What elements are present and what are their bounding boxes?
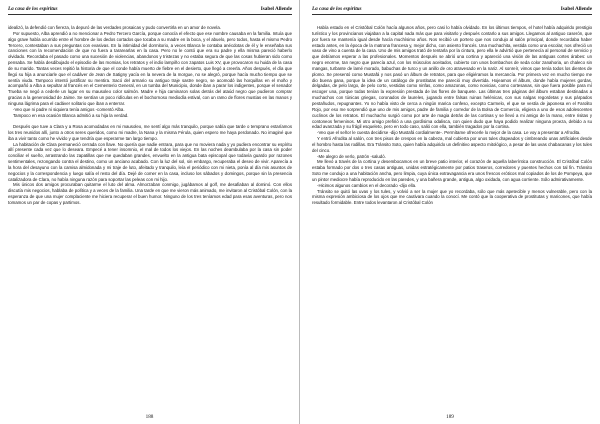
running-header xyxy=(312,6,592,15)
page-number: 189 xyxy=(446,414,454,420)
paragraph: Había estado en el Cristóbal Colón hacía algunos años, pero casi lo había olvidado. En los últimos tiempos, el hotel había adquirido prestigio turístico y los provincianos viajaban a la capital nada más que para visitarlo y después contarlo a sus amigos. Llegamos al antiguo caserón, que por fuera se mantenía igual desde hacía muchísimo años. Nos recibió un portero que nos condujo al salón principal, donde recordaba haber estado antes, en la época de la matrona francesa y, mejor dicho, con asiento francés. Una muchachita, vestida como una escolar, nos ofreció un vaso de vino a cuenta de la casa. Uno de mis amigos trató de tentarla por la cintura, pero ella le advirtió que pertenecía al personal de servicio y que debíamos esperar a las profesionales. Momentos después se abrió una cortina y apareció una visión de las antiguas cortes árabes: un negro enorme, tan negro que parecía azul, con los músculos aceitados, cubierto con unos bombachos de seda color zanahoria, un chaleco sin mangas, turbante de lamé morado, babuchas de turco y un anillo de oro atravesado en la nariz. Al sonreír, vimos que tenía todos los dientes de plomo. Se presentó como Mustafá y nos pasó un álbum de retratos, para que eligiéramos la mercancía. Por primera vez en mucho tiempo me dio buena gana, porque la idea de un catálogo de prostitutas me pareció muy divertida. Hojeamos el álbum, donde había mujeres gordas, delgadas, de pelo largo, de pelo corto, vestidas como ninfas, como amazonas, como novicias, como cortesanas, sin que fuera posible para mí escoger una, porque todas tenían la expresión prestada de las flores de banquete. Las últimas tres páginas del álbum estaban destinadas a muchachos con túnicas griegas, coronados de laureles, jugando entre falsas ruinas helénicas, con sus nalgas regordetas y sus párpados pestañudos, repugnantes. Yo no había visto de cerca a ningún marica confeso, excepto Carmelo, el que se vestía de japonesa en el Farolito Rojo, por eso me sorprendió que uno de mis amigos, padre de familia y corredor de la Bolsa de Comercio, eligiera a uno de esos adolescentes cuclinos de los retratos. El muchacho surgió como por arte de magia detrás de las cortinas y se llevó a mi amigo de la mano, entre risitas y contoneos femeninos. Mi otro amigo prefirió a una gordísima odalisca, con quien dudo que haya podido realizar ninguna proeza, debido a su edad avanzada y su frágil esqueleto, pero en todo caso, salió con ella, también tragados por la cortina. xyxy=(312,25,592,130)
page-body xyxy=(8,25,292,206)
header-title: La casa de los espíritus xyxy=(8,6,58,12)
paragraph: idealizó, la defendió con fiereza, la depuró de las verdades prosaicas y pudo convertirla en un amor de novela. xyxy=(8,25,221,30)
paragraph: Mis únicos dos amigos procuraban quitarme el luto del alma. Almorzaban conmigo, jugábamos al golf, me desafiaban al dominó. Con ellos discutía mis negocios, hablaba de política y a veces de la familia. Una tarde en que me vieron más animado, me invitaron al Cristóbal Colón, con la esperanza de que una mujer complaciente me hiciera recuperar el buen humor. Ninguno de los tres teníamos edad para esas aventuras, pero nos tomamos un par de copas y partimos. xyxy=(8,182,292,205)
paragraph: Por supuesto, Alba aprendió a no mencionar a Pedro Tercero García, porque conocía el efecto que ese nombre causaba en la familia. Intuía que algo grave había ocurrido entre el hombre de los dedos cortados que tocaba a su madre en la boca, y el abuelo, pero todos, hasta el mismo Pedro Tercero, contestaban a sus preguntas con evasivas. En la intimidad del dormitorio, a veces Blanca le contaba anécdotas de él y le enseñaba sus canciones con la recomendación de que no fuera a tararearlas en la casa. Pero no le contó que era su padre y ella misma pareció haberlo olvidado. Recordaba el pasado como una sucesión de violencias, abandonos y tristezas y no estaba segura de que las cosas hubieran sido como pensaba. Se había desdibujado el episodio de las momias, los retratos y el indio lampiño con zapatos Luis XV, que provocaron su huida de la casa de su marido. Tantas veces repitió la historia de que el conde había muerto de fiebre en el desierto, que llegó a creerla. Años después, el día que llegó su hija a anunciarle que el cadáver de Jean de Satigny yacía en la nevera de la morgue, no se alegró, porque hacía mucho tiempo que se sentía viuda. Tampoco intentó justificar su mentira. Sacó del armario su antiguo traje sastre negro, se acomodó las horquillas en el moño y acompañó a Alba a sepultar al francés en el Cementerio General, en un tumba del Municipio, donde iban a parar los indigentes, porque el senador Trueba se negó a cederle un lugar en su mausoleo color salmón. Madre e hija caminaron solas detrás del ataúd negro que pudieron comprar gracias a la generosidad de Jaime. Se sentían un poco ridículas en el bochornoso mediodía estival, con un ramo de flores mustias en las manos y ninguna lágrima para el cadáver solitario que iban a enterrar. xyxy=(8,30,292,106)
header-author: Isabel Allende xyxy=(260,6,292,12)
paragraph: -Me alegro de verlo, patrón -saludó. xyxy=(317,153,386,159)
paragraph: Y entró Afrodita al salón, con tres pisos de crespos en la cabeza, mal cubierta por unos tules drapeados y cimbreando unas artificiales desde el hombro hasta las rodillas. Era Tránsito Soto, quien había adquirido un definitivo aspecto mitológico, a pesar de las uvas chabacanas y los tules del cinco. xyxy=(312,136,592,153)
paragraph: Tampoco en esa ocasión Blanca admitió a su hija la verdad. xyxy=(13,112,129,118)
header-title: La casa de los espíritus xyxy=(312,6,362,12)
page-body xyxy=(312,25,592,206)
paragraph: La habitación de Clara permaneció cerrada con llave. No quería que nadie entrara, para que no moviera nada y yo pudiera encontrar su espíritu allí presente cada vez que lo deseara. Empecé a tener insomnio, el mal de todos los viejos. En las noches deambulaba por la casa sin poder conciliar el sueño, arrastrando las zapatillas que me quedaban grandes, envuelto en la antigua bata episcopal que todavía guardo por razones sentimentales, rezongando contra el destino, como un anciano acabado. Con la luz del sol, sin embargo, recuperaba el deseo de vivir. Aparecía a la hora del desayuno con la camisa almidonada y mi traje de luto, afeitado y tranquilo, leía el periódico con mi nieta, ponía al día mis asuntos de negocios y la correspondencia y luego salía el resto del día. Dejé de comer en la casa, incluso los sábados y domingos, porque sin la presencia catalizadora de Clara, no había ninguna razón para soportar las peleas con mi hijo. xyxy=(8,141,292,182)
right-page xyxy=(300,0,600,424)
paragraph: -Veo que el señor le cuesta decidirse -dijo Mustafá cordialmente-. Permítame ofrecerle lo mejor de la casa. Le voy a presentar a Afrodita. xyxy=(317,130,581,136)
running-header xyxy=(8,6,292,15)
paragraph: Después que tuve a Clara y a Rosa acomodadas en mi mausoleo, me sentí algo más tranquilo, porque sabía que tarde o temprano estaríamos los tres reunidos allí, junto a otros seres queridos, como mi madre, la Nana y la misma Férula, quien espero me haya perdonado. No imaginé que iba a vivir tanto como he vivido y que tendría que esperarme tan largo tiempo. xyxy=(8,124,292,141)
paragraph: Me llevó a través de la cortina y desembocamos en un breve patio interior, el corazón de aquella laberíntica construcción. El Cristóbal Colón estaba formado por dos o tres casas antiguas, unidas estratégicamente por patios traseros, corredores y puentes hechos con tal fin. Tránsito Soto me condujo a una habitación ancha, pero limpia, cuya única extravagancia era unos frescos eróticos mal copiados de los de Pompeya, que un pintor mediocre había reproducido en las paredes, y una bañera grande, antigua, algo oxidada, con agua corriente. Sólo admirativamente. xyxy=(312,159,592,182)
paragraph: Tránsito se quitó las uvas y los tules, y volvió a ser la mujer que yo recordaba, sólo que más apetecible y menos vulnerable, pero con la misma expresión ambiciosa de los ojos que me cautivara cuando la conocí. Me contó que la cooperativa de prostitutas y maricones, que había resultado formidable. Entre todos levantaron al Cristóbal Colón xyxy=(312,188,592,206)
paragraph: -Hicimos algunos cambios en el decorado -dijo ella. xyxy=(317,182,417,188)
page-number: 188 xyxy=(145,414,154,420)
header-author: Isabel Allende xyxy=(560,6,592,12)
paragraph: -Veo que ni padre ni siquiera tenía amigos -comentó Alba. xyxy=(13,106,125,112)
